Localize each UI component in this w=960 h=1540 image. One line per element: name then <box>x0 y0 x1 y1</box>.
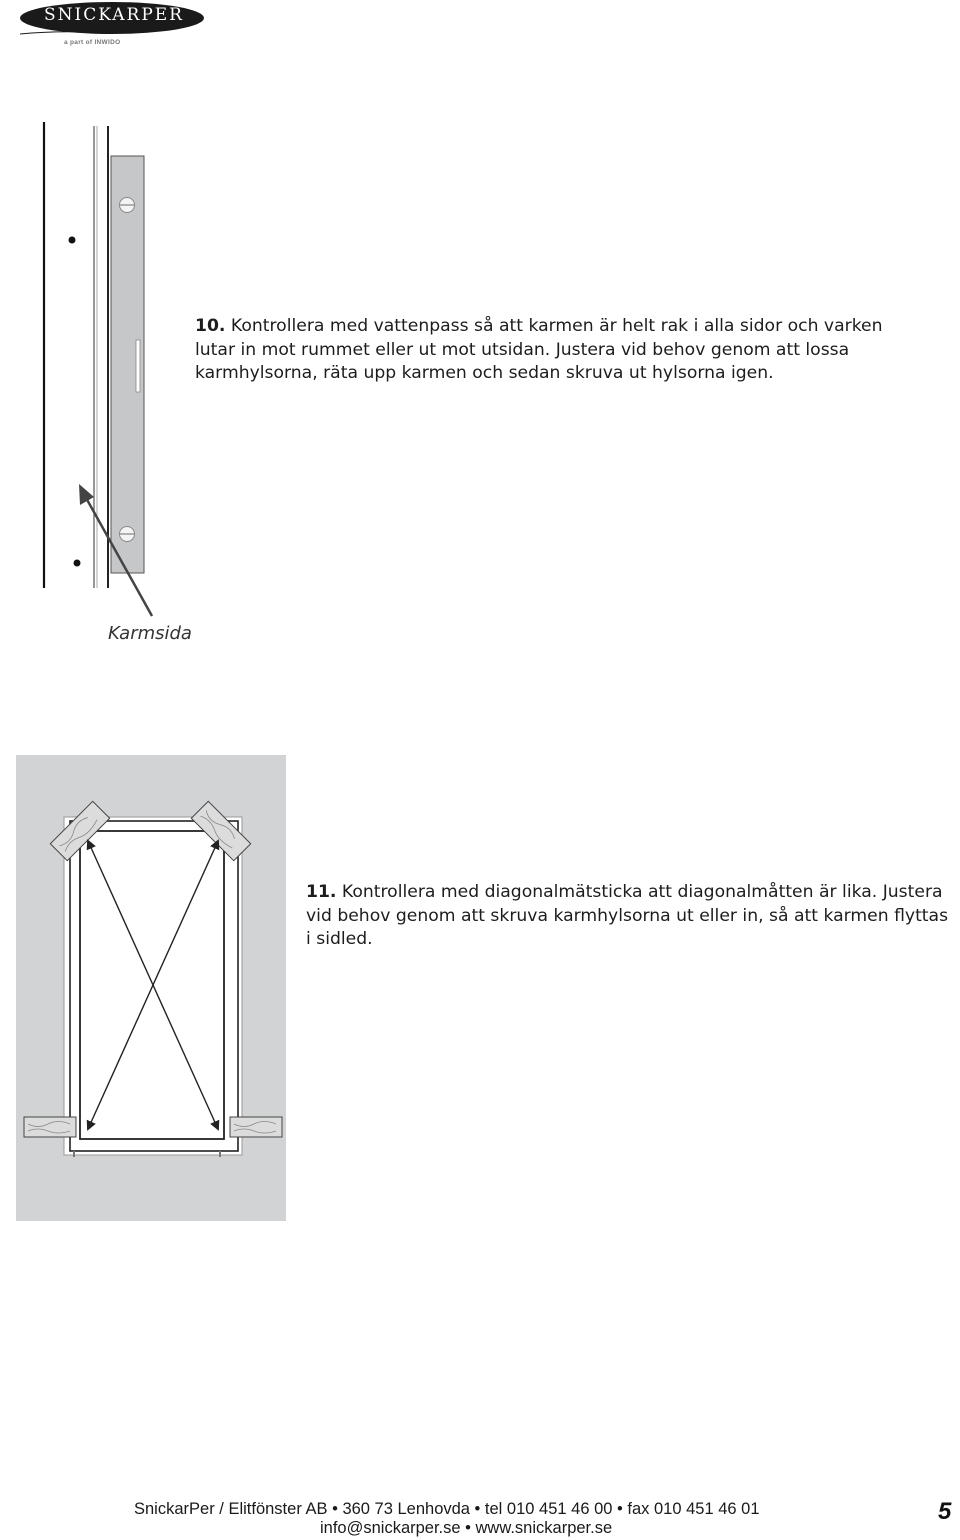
step-10-paragraph <box>195 315 895 386</box>
footer-contact-line: SnickarPer / Elitfönster AB • 360 73 Lenhovda • tel 010 451 46 00 • fax 010 451 46 01 <box>134 1500 760 1518</box>
spirit-level <box>111 156 144 573</box>
wood-block-bottom-right <box>230 1117 282 1137</box>
step-number: 10. <box>195 316 226 336</box>
step-text: Kontrollera med vattenpass så att karmen är helt rak i alla sidor och varken lutar in mot rummet eller ut mot utsidan. Justera vid behov genom att lossa karmhylsorna, räta upp karmen och sedan skruva ut hylsorna igen. <box>195 316 883 383</box>
step-number: 11. <box>306 882 337 902</box>
brand-logo <box>0 0 210 52</box>
page-number: 5 <box>938 1498 952 1525</box>
logo-text: SNICKARPER <box>44 5 184 25</box>
figure-diagonal-illustration <box>14 755 288 1223</box>
screw-dot-top <box>69 237 76 244</box>
screw-dot-bottom <box>74 560 81 567</box>
step-text: Kontrollera med diagonalmätsticka att diagonalmåtten är lika. Justera vid behov genom att skruva karmhylsorna ut eller in, så att karmen flyttas i sidled. <box>306 882 949 949</box>
step-11-paragraph <box>306 881 956 952</box>
footer-web-line: info@snickarper.se • www.snickarper.se <box>320 1519 613 1537</box>
logo-subtext: a part of INWIDO <box>64 39 121 46</box>
wood-block-bottom-left <box>24 1117 76 1137</box>
figure-caption: Karmsida <box>108 623 192 644</box>
